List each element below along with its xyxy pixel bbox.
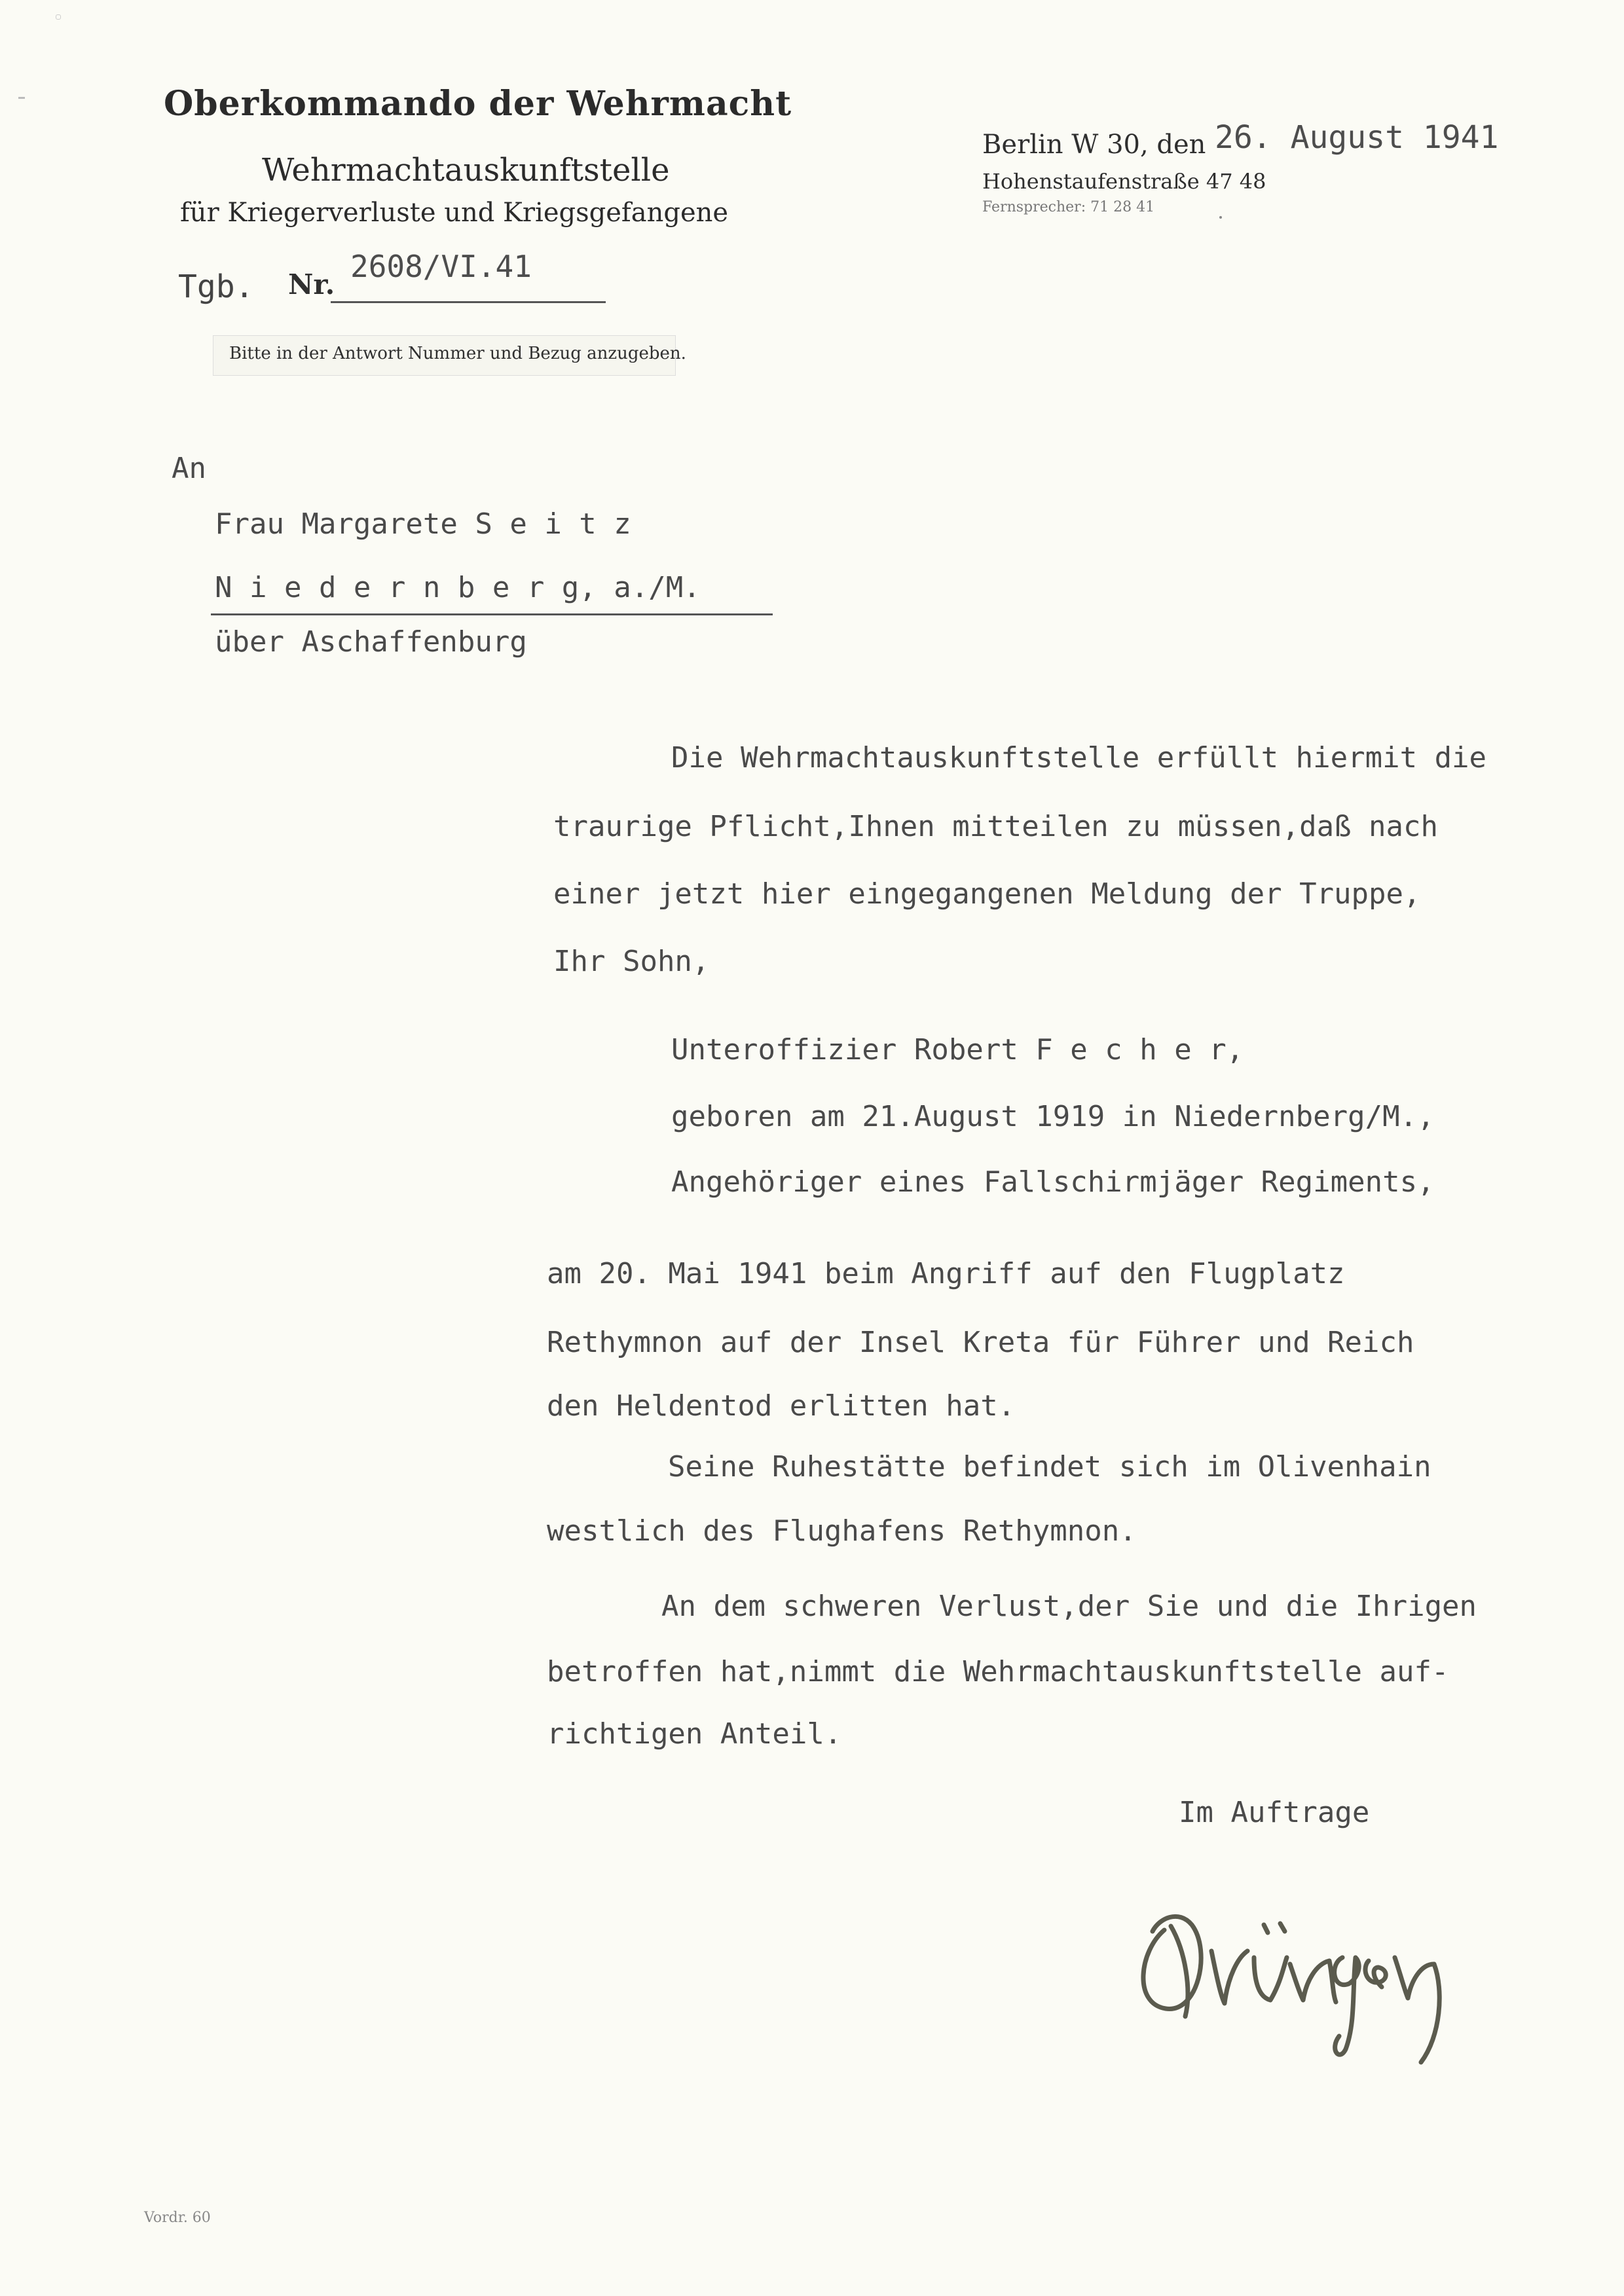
sender-address: Hohenstaufenstraße 47 48: [982, 169, 1266, 194]
body-line: An dem schweren Verlust,der Sie und die Ihrigen: [661, 1590, 1477, 1623]
closing-line: Im Auftrage: [1179, 1796, 1370, 1829]
reference-nr-label: Nr.: [288, 268, 335, 301]
body-line: traurige Pflicht,Ihnen mitteilen zu müssen,daß nach: [553, 810, 1439, 843]
recipient-name: Frau Margarete S e i t z: [215, 507, 631, 541]
body-line: Unteroffizier Robert F e c h e r,: [671, 1033, 1244, 1066]
reply-hint: Bitte in der Antwort Nummer und Bezug anzugeben.: [229, 344, 686, 363]
body-line: Rethymnon auf der Insel Kreta für Führer und Reich: [547, 1326, 1414, 1359]
sender-place: Berlin W 30, den: [982, 130, 1206, 160]
letterhead-office: Wehrmachtauskunftstelle: [262, 152, 670, 189]
body-line: westlich des Flughafens Rethymnon.: [547, 1514, 1137, 1548]
recipient-place-underline: [211, 613, 773, 615]
letterhead-subtitle: für Kriegerverluste und Kriegsgefangene: [180, 198, 729, 228]
body-line: geboren am 21.August 1919 in Niedernberg/M.,: [671, 1100, 1435, 1133]
letter-date: 26. August 1941: [1215, 119, 1499, 156]
handwritten-signature: [1113, 1853, 1480, 2088]
paper-mark: [56, 14, 61, 20]
recipient-place: N i e d e r n b e r g, a./M.: [215, 571, 701, 604]
recipient-to: An: [172, 452, 206, 485]
body-line: richtigen Anteil.: [547, 1717, 842, 1751]
body-line: betroffen hat,nimmt die Wehrmachtauskunftstelle auf-: [547, 1655, 1449, 1688]
recipient-via: über Aschaffenburg: [215, 625, 527, 659]
letterhead-title: Oberkommando der Wehrmacht: [164, 84, 792, 124]
reference-number: 2608/VI.41: [350, 249, 532, 284]
paper-mark: [18, 97, 25, 99]
body-line: den Heldentod erlitten hat.: [547, 1389, 1016, 1423]
reference-underline: [331, 301, 606, 303]
body-line: Seine Ruhestätte befindet sich im Olivenhain: [668, 1450, 1431, 1484]
body-line: einer jetzt hier eingegangenen Meldung der Truppe,: [553, 877, 1421, 911]
ink-dot: [1219, 216, 1222, 219]
form-code: Vordr. 60: [144, 2210, 211, 2226]
sender-phone: Fernsprecher: 71 28 41: [982, 199, 1155, 215]
body-line: Angehöriger eines Fallschirmjäger Regiments,: [671, 1165, 1435, 1199]
reference-label: Tgb.: [178, 268, 254, 305]
body-line: Ihr Sohn,: [553, 945, 710, 978]
body-line: am 20. Mai 1941 beim Angriff auf den Flugplatz: [547, 1257, 1345, 1290]
body-line: Die Wehrmachtauskunftstelle erfüllt hiermit die: [671, 741, 1487, 774]
